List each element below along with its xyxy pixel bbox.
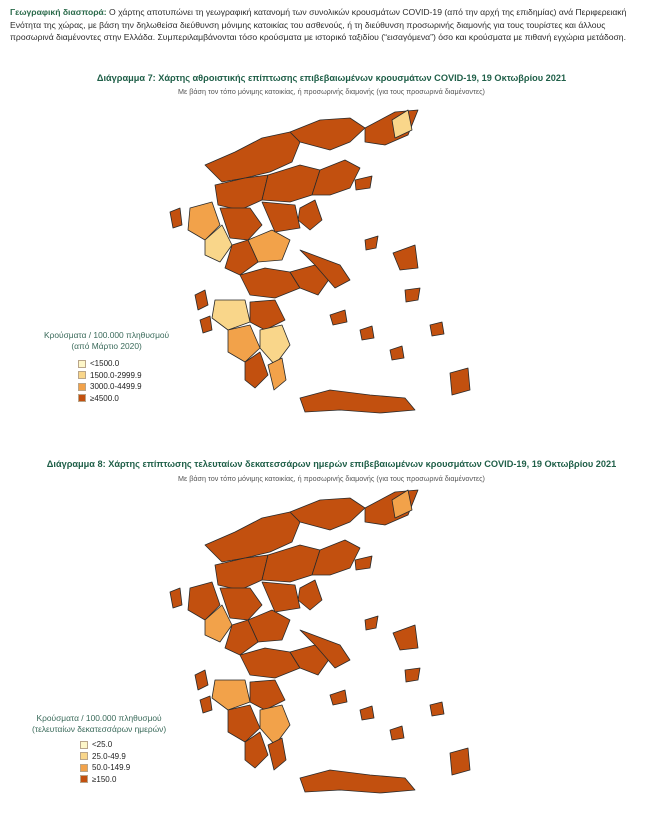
legend-swatch — [80, 764, 88, 772]
map-region — [360, 326, 374, 340]
map-region — [268, 358, 286, 390]
legend-swatch — [80, 741, 88, 749]
map-region — [290, 118, 365, 150]
legend-swatch — [78, 394, 86, 402]
map-region — [330, 690, 347, 705]
map-region — [195, 670, 208, 690]
legend-swatch — [78, 383, 86, 391]
map-region — [360, 706, 374, 720]
legend-item-label: <25.0 — [92, 740, 113, 750]
map-region — [298, 200, 322, 230]
map-region — [390, 726, 404, 740]
figure-8-subtitle: Με βάση τον τόπο μόνιμης κατοικίας, ή προσωρινής διαμονής (για τους προσωρινά διαμένοντες) — [178, 474, 485, 483]
legend-item — [78, 358, 169, 370]
map-region — [355, 556, 372, 570]
legend-swatch — [78, 360, 86, 368]
map-region — [260, 705, 290, 745]
legend-item-label: ≥150.0 — [92, 774, 117, 784]
legend-item — [80, 762, 166, 774]
legend-item-label: <1500.0 — [90, 359, 120, 369]
map-region — [393, 245, 418, 270]
map-region — [312, 160, 360, 195]
map-region — [330, 310, 347, 325]
map-region — [268, 738, 286, 770]
legend-item-label: ≥4500.0 — [90, 393, 119, 403]
map-region — [170, 208, 182, 228]
legend-cumulative — [44, 330, 169, 404]
legend-item — [78, 381, 169, 393]
map-region — [365, 616, 378, 630]
intro-paragraph — [10, 6, 650, 44]
intro-text: Ο χάρτης αποτυπώνει τη γεωγραφική κατανομή των συνολικών κρουσμάτων COVID-19 (από την αρχή της επιδημίας) ανά Περιφερειακή Ενότητα της χώρας, με βάση την δηλωθείσα διεύθυνση μόνιμης κατοικίας του ασθενούς, ή τη διεύθυνση προσωρινής διαμονής για τους τουρίστες και άλλους προσωρινά διαμένοντες στην Ελλάδα. Συμπεριλαμβάνονται τόσο κρούσματα με ιστορικό ταξιδίου (“εισαγόμενα”) όσο και κρούσματα με πιθανή εγχώρια μετάδοση. — [10, 7, 627, 42]
legend-subtitle: (τελευταίων δεκατεσσάρων ημερών) — [32, 724, 167, 734]
legend-item — [80, 751, 166, 763]
legend-item-label: 50.0-149.9 — [92, 763, 131, 773]
map-region — [212, 680, 250, 710]
map-region — [405, 668, 420, 682]
figure-8-title: Διάγραμμα 8: Χάρτης επίπτωσης τελευταίων δεκατεσσάρων ημερών επιβεβαιωμένων κρουσμάτων COVID-19, 19 Οκτωβρίου 2021 — [46, 459, 617, 469]
map-region — [430, 702, 444, 716]
legend-item-label: 25.0-49.9 — [92, 751, 126, 761]
map-region — [260, 325, 290, 365]
legend-item — [80, 774, 166, 786]
map-region — [200, 316, 212, 333]
legend-item-label: 1500.0-2999.9 — [90, 370, 142, 380]
intro-lead: Γεωγραφική διασπορά: — [10, 7, 107, 17]
legend-swatch — [80, 775, 88, 783]
legend-subtitle: (από Μάρτιο 2020) — [71, 341, 142, 351]
legend-item — [80, 739, 166, 751]
map-region — [390, 346, 404, 360]
map-region — [300, 770, 415, 793]
map-region — [170, 588, 182, 608]
figure-7-title: Διάγραμμα 7: Χάρτης αθροιστικής επίπτωσης επιβεβαιωμένων κρουσμάτων COVID-19, 19 Οκτωβρίου 2021 — [96, 73, 567, 83]
legend-item — [78, 370, 169, 382]
map-region — [212, 300, 250, 330]
map-region — [195, 290, 208, 310]
legend-swatch — [80, 752, 88, 760]
map-region — [262, 202, 300, 232]
legend-item-label: 3000.0-4499.9 — [90, 382, 142, 392]
map-region — [300, 390, 415, 413]
map-region — [393, 625, 418, 650]
legend-swatch — [78, 371, 86, 379]
map-region — [405, 288, 420, 302]
map-region — [365, 236, 378, 250]
map-region — [450, 368, 470, 395]
legend-title: Κρούσματα / 100.000 πληθυσμού — [36, 713, 162, 723]
legend-title: Κρούσματα / 100.000 πληθυσμού — [44, 330, 170, 340]
map-region — [430, 322, 444, 336]
map-region — [298, 580, 322, 610]
legend-14day — [32, 713, 166, 785]
legend-item — [78, 393, 169, 405]
figure-7-subtitle: Με βάση τον τόπο μόνιμης κατοικίας, ή προσωρινής διαμονής (για τους προσωρινά διαμένοντες) — [178, 87, 485, 96]
map-region — [450, 748, 470, 775]
map-region — [312, 540, 360, 575]
map-region — [262, 582, 300, 612]
map-region — [290, 498, 365, 530]
map-region — [200, 696, 212, 713]
map-region — [355, 176, 372, 190]
